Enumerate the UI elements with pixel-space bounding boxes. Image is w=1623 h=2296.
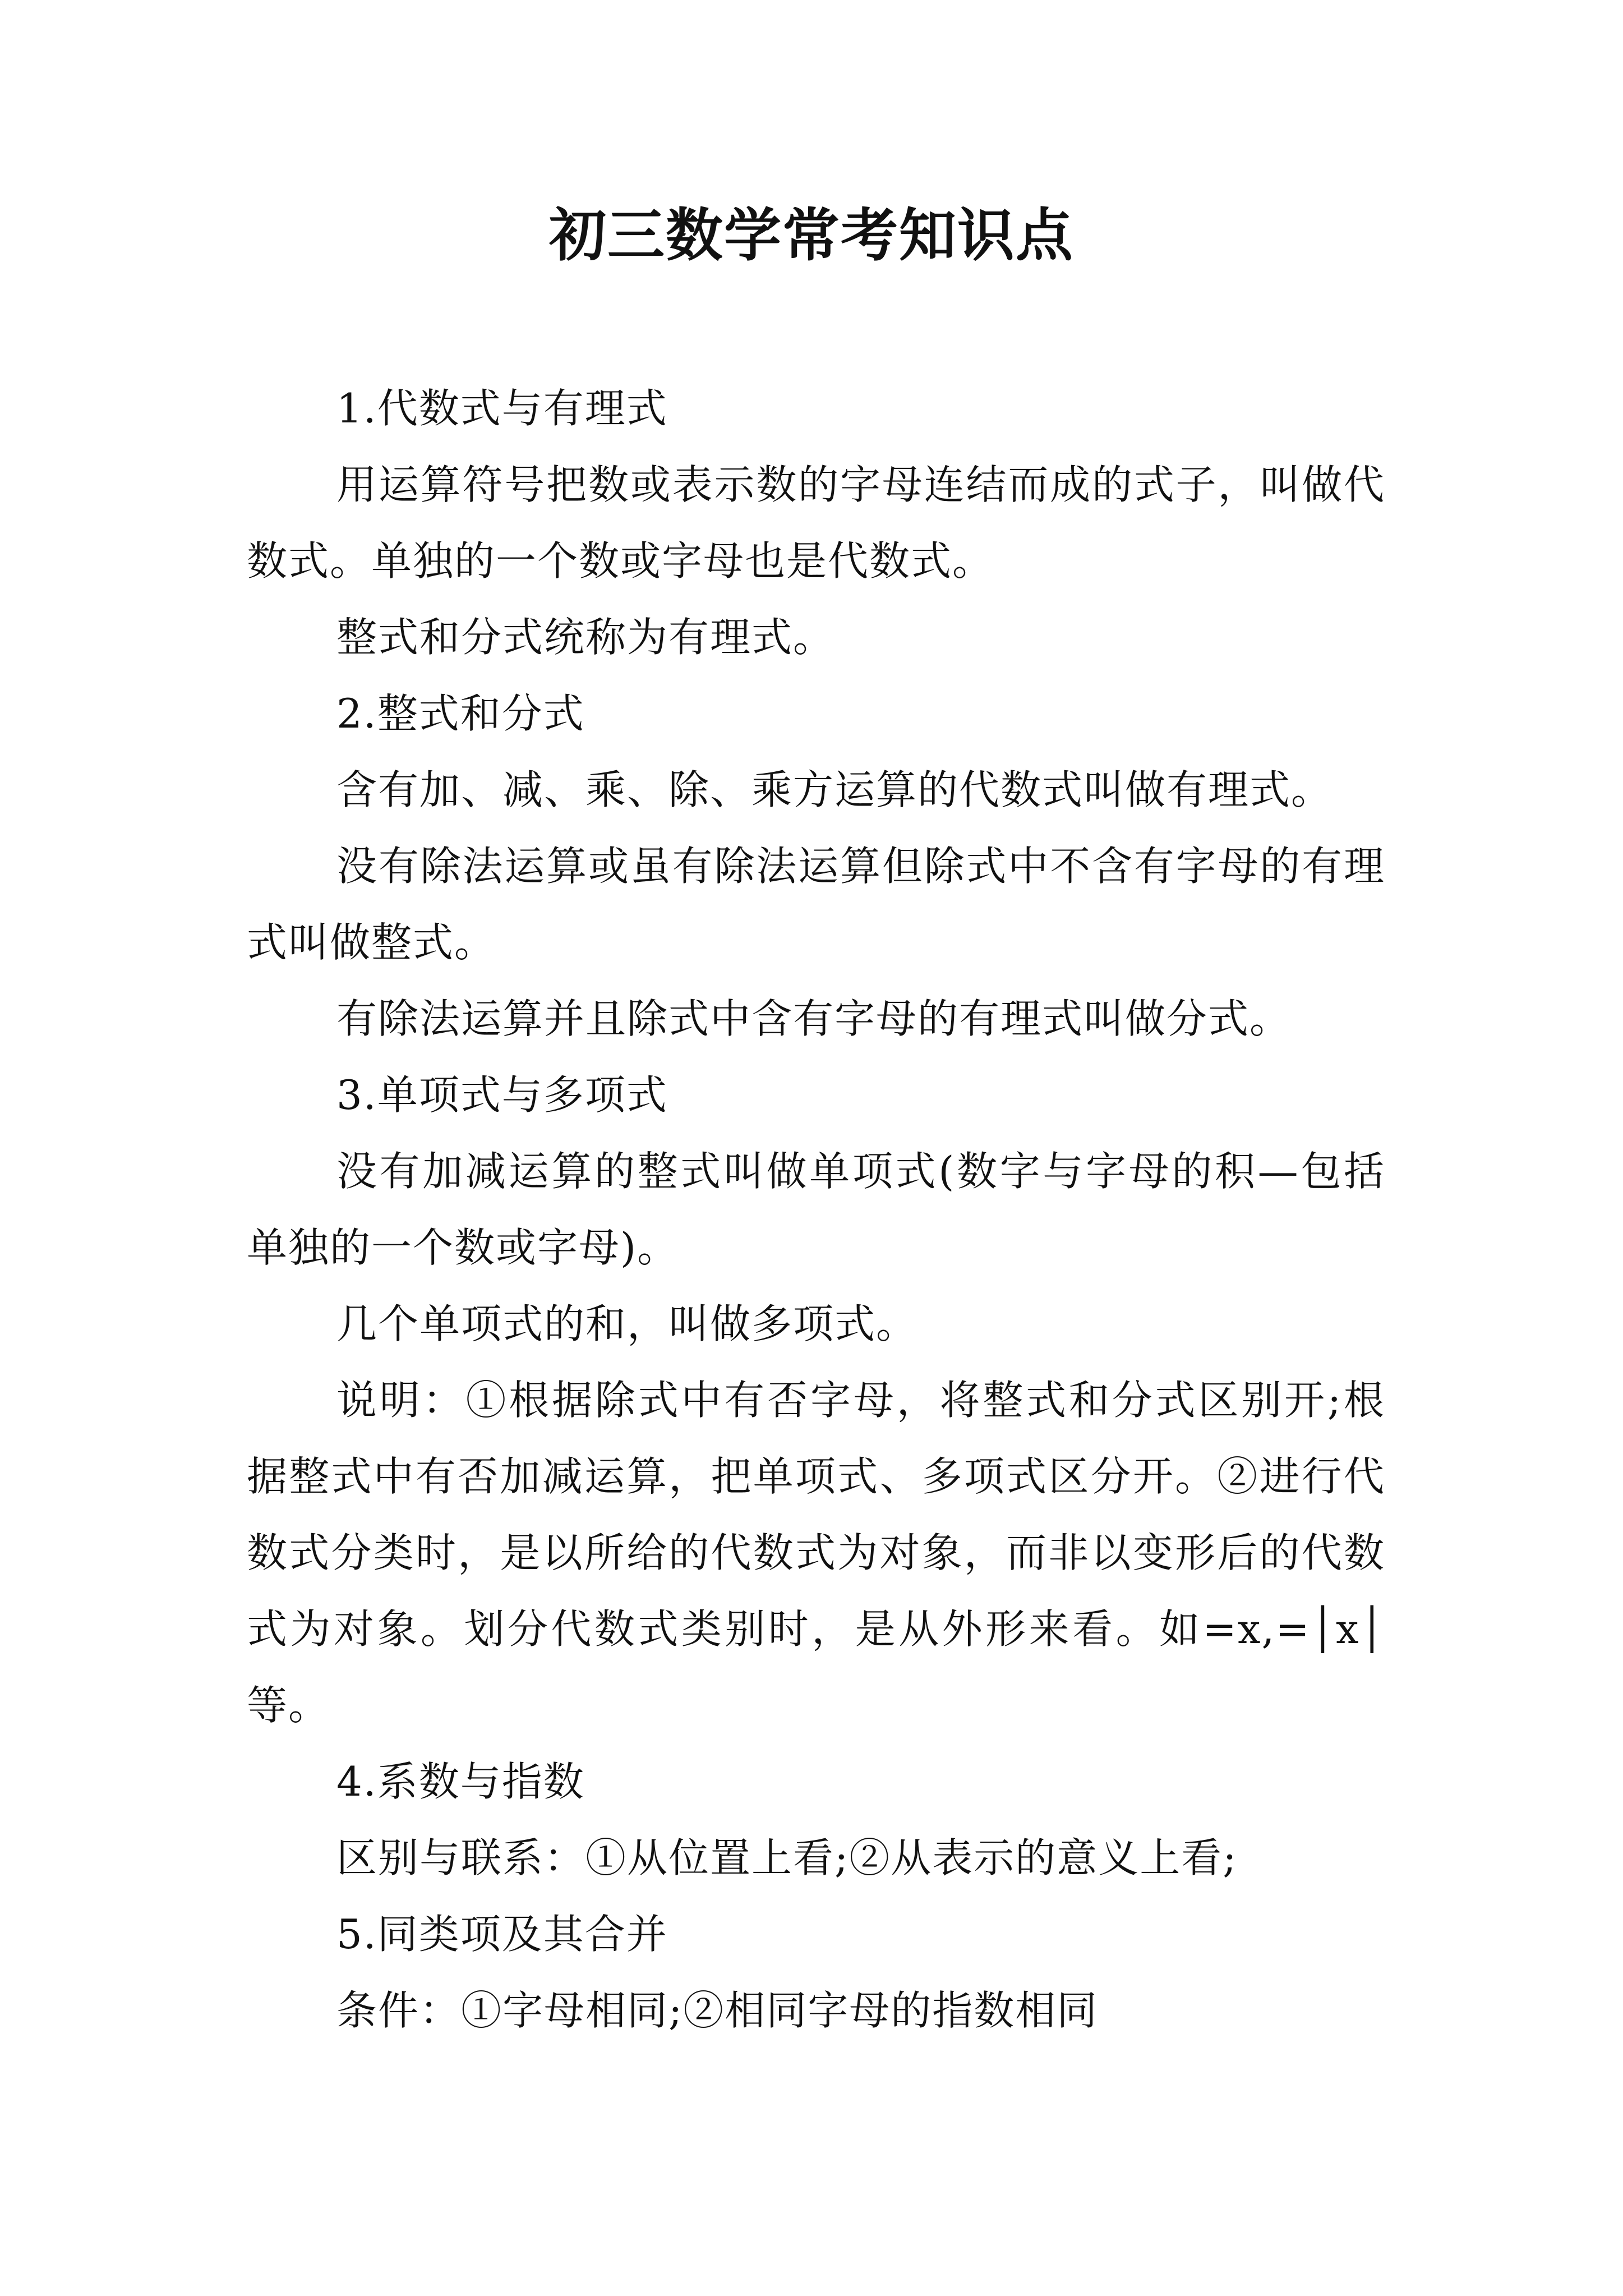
- paragraph-polynomial-definition: 几个单项式的和，叫做多项式。: [336, 1300, 918, 1347]
- heading-4: 4.系数与指数: [336, 1758, 585, 1805]
- heading-2: 2.整式和分式: [336, 690, 585, 737]
- paragraph-like-terms-conditions: 条件：①字母相同;②相同字母的指数相同: [336, 1987, 1099, 2034]
- heading-5: 5.同类项及其合并: [336, 1911, 668, 1958]
- paragraph-rational-expression-definition: 整式和分式统称为有理式。: [336, 614, 835, 661]
- paragraph-monomial-definition: 没有加减运算的整式叫做单项式(数字与字母的积—包括单独的一个数或字母)。: [247, 1148, 1385, 1271]
- paragraph-fractional-expression-definition: 有除法运算并且除式中含有字母的有理式叫做分式。: [336, 995, 1292, 1042]
- paragraph-coefficient-exponent: 区别与联系：①从位置上看;②从表示的意义上看;: [336, 1834, 1238, 1881]
- document-title: 初三数学常考知识点: [549, 202, 1074, 269]
- heading-1: 1.代数式与有理式: [336, 385, 668, 432]
- paragraph-algebraic-expression-definition: 用运算符号把数或表示数的字母连结而成的式子，叫做代数式。单独的一个数或字母也是代数式。: [247, 461, 1385, 585]
- paragraph-integral-expression-definition: 没有除法运算或虽有除法运算但除式中不含有字母的有理式叫做整式。: [247, 843, 1385, 966]
- paragraph-explanation: 说明：①根据除式中有否字母，将整式和分式区别开;根据整式中有否加减运算，把单项式、多项式区分开。②进行代数式分类时，是以所给的代数式为对象，而非以变形后的代数式为对象。划分代数式类别时，是从外形来看。如=x,=│x│等。: [247, 1377, 1385, 1729]
- paragraph-rational-operations: 含有加、减、乘、除、乘方运算的代数式叫做有理式。: [336, 766, 1333, 813]
- heading-3: 3.单项式与多项式: [336, 1071, 668, 1119]
- document-body: [247, 370, 1385, 2049]
